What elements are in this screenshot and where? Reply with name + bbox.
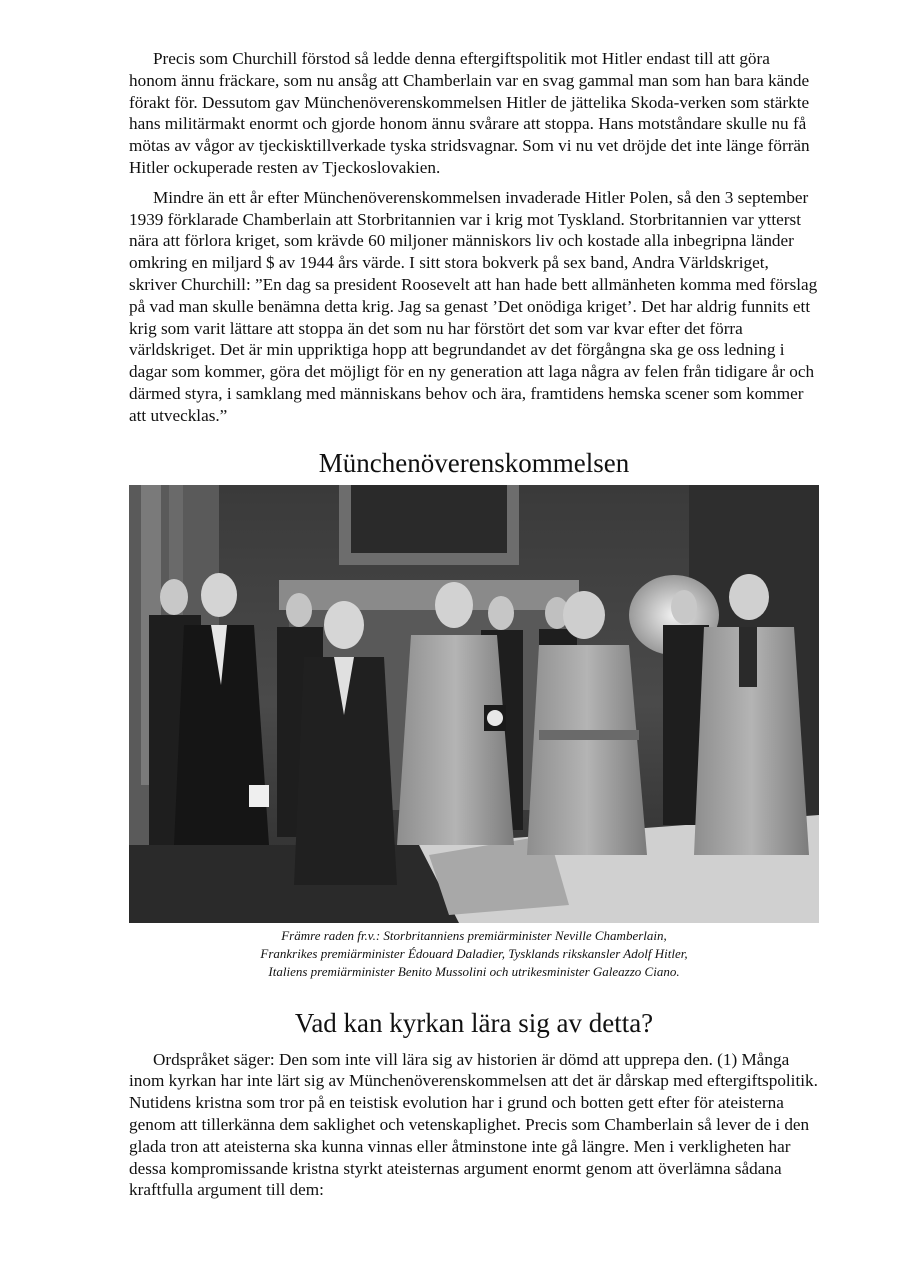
munich-agreement-photo: [129, 485, 819, 923]
caption-line: Frankrikes premiärminister Édouard Daladier, Tysklands rikskansler Adolf Hitler,: [260, 945, 688, 961]
section-heading-church: Vad kan kyrkan lära sig av detta?: [294, 1007, 654, 1038]
photo-caption: [129, 927, 819, 981]
caption-line: Italiens premiärminister Benito Mussolini och utrikesminister Galeazzo Ciano.: [268, 963, 680, 979]
paragraph-church-lesson: Ordspråket säger: Den som inte vill lära sig av historien är dömd att upprepa den. (1) Många inom kyrkan har inte lärt sig av Münchenöverenskommelsen att det är dårskap med eftergiftspolitik. Nutidens kristna som tror på en teistisk evolution har i grund och botten gett efter för ateisterna genom att tillerkänna dem saklighet och vetenskaplighet. Precis som Chamberlain så lever de i den glada tron att ateisterna ska kunna vinnas eller åtminstone inte gå längre. Men i verkligheten har dessa kompromissande kristna styrkt ateisternas argument enormt genom att överlämna sådana kraftfulla argument till dem:: [129, 1049, 818, 1200]
document-page: [129, 48, 819, 1201]
paragraph-churchill-appeasement: Precis som Churchill förstod så ledde denna eftergiftspolitik mot Hitler endast till att göra honom ännu fräckare, som nu ansåg att Chamberlain var en svag gammal man som han bara kände förakt för. Dessutom gav Münchenöverenskommelsen Hitler de jättelika Skoda-verken som stärkte hans militärmakt enormt och gjorde honom ännu svårare att stoppa. Hans motståndare skulle nu få mötas av vågor av tjeckisktillverkade tyska stridsvagnar. Som vi nu vet dröjde det inte länge förrän Hitler ockuperade resten av Tjeckoslovakien.: [129, 49, 810, 177]
paragraph-war-declaration: Mindre än ett år efter Münchenöverenskommelsen invaderade Hitler Polen, så den 3 september 1939 förklarade Chamberlain att Storbritannien var i krig mot Tyskland. Storbritannien var ytterst nära att förlora kriget, som krävde 60 miljoner människors liv och kostade alla inbegripna länder omkring en miljard $ av 1944 års värde. I sitt stora bokverk på sex band, Andra Världskriget, skriver Churchill: ”En dag sa president Roosevelt att han hade bett allmänheten komma med förslag på vad man skulle benämna detta krig. Jag sa genast ’Det onödiga kriget’. Det har aldrig funnits ett krig som varit lättare att stoppa än det som nu har förstört det som var kvar efter det förra världskriget. Det är min uppriktiga hopp att begrundandet av det förgångna ska ge oss ledning i dagar som kommer, göra det möjligt för en ny generation att laga några av felen från tidigare år och därmed styra, i samklang med människans behov och ära, framtidens hemska scener som kommer att utvecklas.”: [129, 187, 818, 425]
caption-line: Främre raden fr.v.: Storbritanniens premiärminister Neville Chamberlain,: [281, 927, 667, 943]
section-heading-munich: Münchenöverenskommelsen: [318, 447, 630, 478]
